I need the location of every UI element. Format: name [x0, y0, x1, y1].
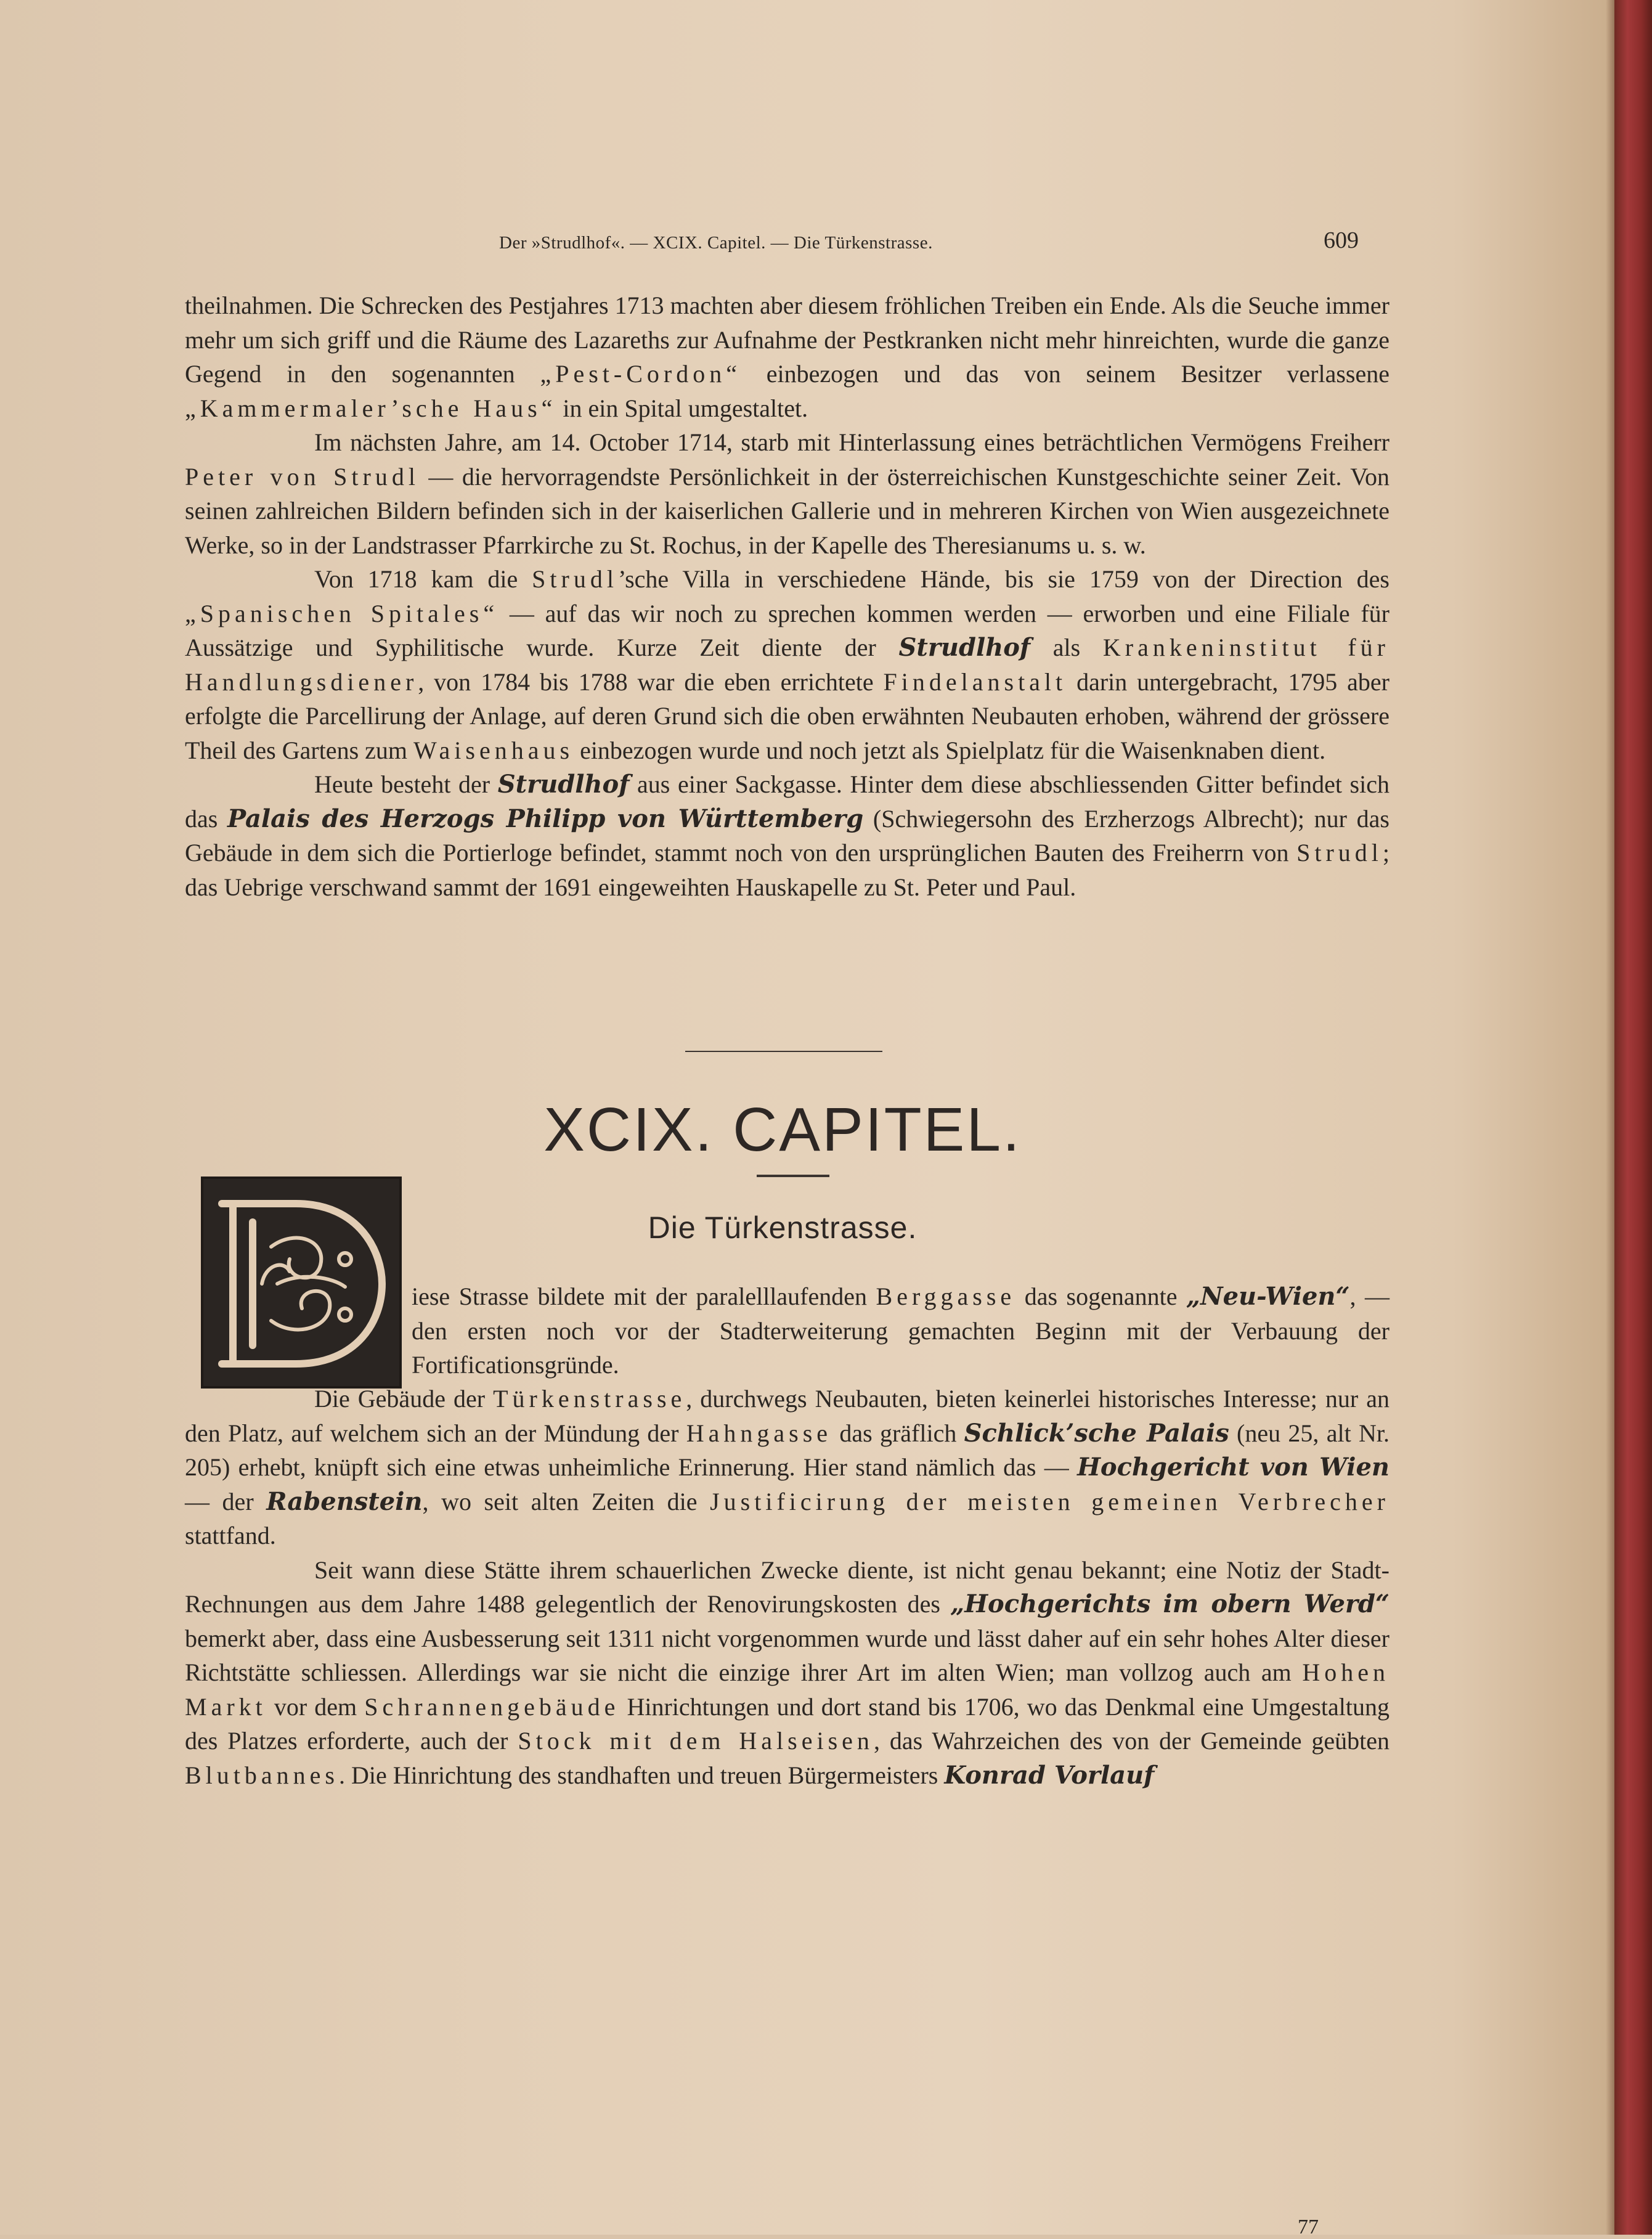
paragraph-2: Im nächsten Jahre, am 14. October 1714, starb mit Hinterlassung eines beträchtlichen Vermögens Freiherr Peter von Strudl — die hervorragendste Persönlichkeit in der österreichischen Kunstgeschichte seiner Zeit. Von seinen zahlreichen Bildern befinden sich in der kaiserlichen Gallerie und in mehreren Kirchen von Wien ausgezeichnete Werke, so in der Landstrasser Pfarrkirche zu St. Rochus, in der Kapelle des Theresianums u. s. w.	[185, 428, 1390, 559]
page-gutter-shadow	[1606, 0, 1614, 2235]
chapter-title-rule	[757, 1175, 829, 1177]
paragraph-7: Seit wann diese Stätte ihrem schauerlichen Zwecke diente, ist nicht genau bekannt; eine Notiz der Stadt-Rechnungen aus dem Jahre 1488 gelegentlich der Renovirungskosten des „Hochgerichts im obern Werd“ bemerkt aber, dass eine Ausbesserung seit 1311 nicht vorgenommen wurde und lässt daher auf ein sehr hohes Alter dieser Richtstätte schliessen. Allerdings war sie nicht die einzige ihrer Art im alten Wien; man vollzog auch am Hohen Markt vor dem Schrannengebäude Hinrichtungen und dort stand bis 1706, wo das Denkmal eine Umgestaltung des Platzes erforderte, auch der Stock mit dem Halseisen, das Wahrzeichen des von der Gemeinde geübten Blutbannes. Die Hinrichtung des standhaften und treuen Bürgermeisters Konrad Vorlauf	[185, 1556, 1390, 1790]
chapter-subtitle: Die Türkenstrasse.	[648, 1210, 918, 1245]
bottom-section-text	[185, 1382, 1390, 1792]
signature-mark: 77	[1298, 2216, 1319, 2238]
chapter-title: XCIX. CAPITEL.	[543, 1095, 1022, 1164]
paragraph-4: Heute besteht der Strudlhof aus einer Sackgasse. Hinter dem diese abschliessenden Gitter befindet sich das Palais des Herzogs Philipp von Württemberg (Schwiegersohn des Erzherzogs Albrecht); nur das Gebäude in dem sich die Portierloge befindet, stammt noch von den ursprünglichen Bauten des Freiherrn von Strudl; das Uebrige verschwand sammt der 1691 eingeweihten Hauskapelle zu St. Peter und Paul.	[185, 770, 1390, 901]
section-divider-rule	[685, 1051, 882, 1052]
paragraph-6: Die Gebäude der Türkenstrasse, durchwegs Neubauten, bieten keinerlei historisches Interesse; nur an den Platz, auf welchem sich an der Mündung der Hahngasse das gräflich Schlick’sche Palais (neu 25, alt Nr. 205) erhebt, knüpft sich eine etwas unheimliche Erinnerung. Hier stand nämlich das — Hochgericht von Wien — der Rabenstein, wo seit alten Zeiten die Justificirung der meisten gemeinen Verbrecher stattfand.	[185, 1385, 1390, 1549]
red-book-binding	[1614, 0, 1652, 2235]
ornamental-initial-d	[201, 1177, 402, 1389]
page-number: 609	[1324, 227, 1359, 253]
paragraph-3: Von 1718 kam die Strudl’sche Villa in verschiedene Hände, bis sie 1759 von der Direction des „Spanischen Spitales“ — auf das wir noch zu sprechen kommen werden — erworben und eine Filiale für Aussätzige und Syphilitische wurde. Kurze Zeit diente der Strudlhof als Krankeninstitut für Handlungsdiener, von 1784 bis 1788 war die eben errichtete Findelanstalt darin untergebracht, 1795 aber erfolgte die Parcellirung der Anlage, auf deren Grund sich die oben erwähnten Neubauten erhoben, während der grössere Theil des Gartens zum Waisenhaus einbezogen wurde und noch jetzt als Spielplatz für die Waisenknaben dient.	[185, 565, 1390, 764]
running-head	[0, 227, 1614, 264]
ornamental-initial-d-icon	[203, 1179, 399, 1386]
chapter-first-lines	[412, 1279, 1390, 1382]
top-section-text	[185, 288, 1390, 904]
running-head-title: Der »Strudlhof«. — XCIX. Capitel. — Die Türkenstrasse.	[499, 233, 933, 253]
paragraph-5-opening: iese Strasse bildete mit der paralelllaufenden Berggasse das sogenannte „Neu-Wien“, — den ersten noch vor der Stadterweiterung gemachten Beginn mit der Verbauung der Fortificationsgründe.	[412, 1282, 1390, 1379]
paragraph-1: theilnahmen. Die Schrecken des Pestjahres 1713 machten aber diesem fröhlichen Treiben ein Ende. Als die Seuche immer mehr um sich griff und die Räume des Lazareths zur Aufnahme der Pestkranken nicht mehr hinreichten, wurde die ganze Gegend in den sogenannten „Pest-Cordon“ einbezogen und das von seinem Besitzer verlassene „Kammermaler’sche Haus“ in ein Spital umgestaltet.	[185, 292, 1390, 422]
